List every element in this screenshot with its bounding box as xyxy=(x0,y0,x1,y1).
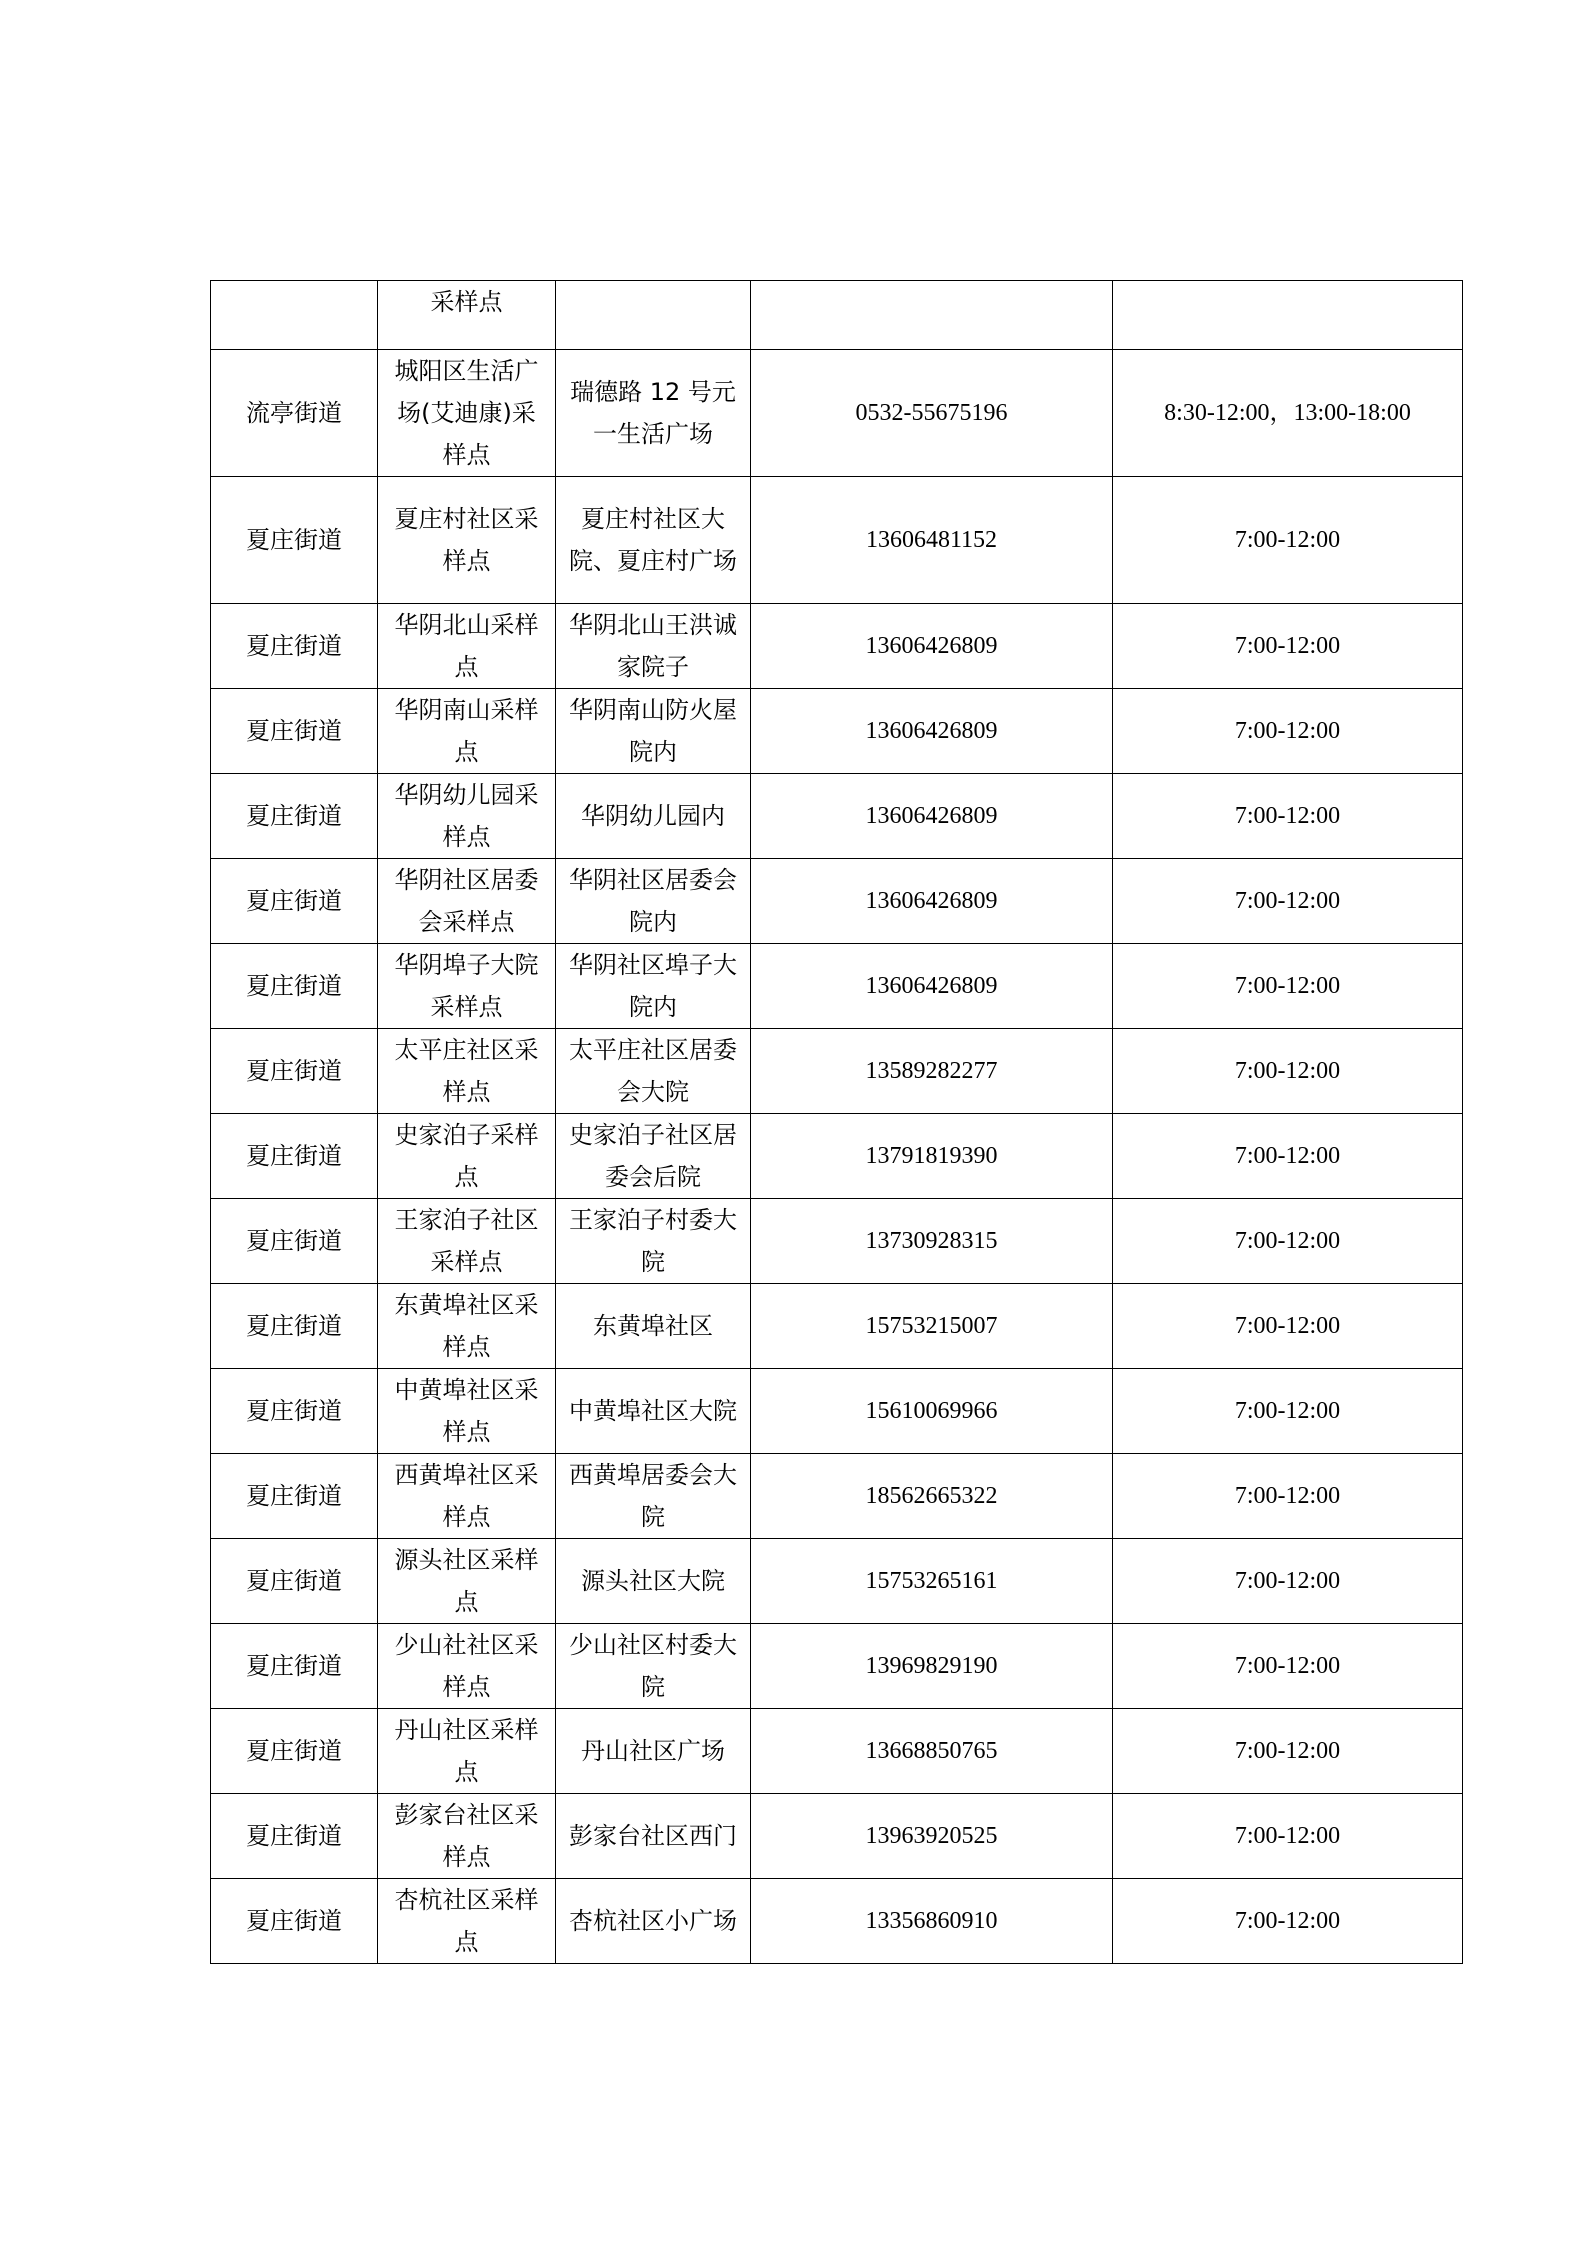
phone-cell: 15753265161 xyxy=(751,1539,1113,1624)
hours-cell: 7:00-12:00 xyxy=(1113,1029,1463,1114)
address-cell: 夏庄村社区大院、夏庄村广场 xyxy=(556,477,751,604)
hours-cell: 7:00-12:00 xyxy=(1113,1709,1463,1794)
table-row xyxy=(211,281,1463,350)
address-cell: 源头社区大院 xyxy=(556,1539,751,1624)
address-cell: 王家泊子村委大院 xyxy=(556,1199,751,1284)
phone-cell: 13606426809 xyxy=(751,689,1113,774)
street-cell: 夏庄街道 xyxy=(211,1114,378,1199)
site-cell: 东黄埠社区采样点 xyxy=(378,1284,556,1369)
address-cell: 华阴社区埠子大院内 xyxy=(556,944,751,1029)
phone-cell: 13969829190 xyxy=(751,1624,1113,1709)
site-cell: 丹山社区采样点 xyxy=(378,1709,556,1794)
phone-cell: 13606426809 xyxy=(751,774,1113,859)
phone-cell: 13606481152 xyxy=(751,477,1113,604)
street-cell: 流亭街道 xyxy=(211,350,378,477)
table-row xyxy=(211,1539,1463,1624)
table-row xyxy=(211,1199,1463,1284)
phone-cell: 13589282277 xyxy=(751,1029,1113,1114)
street-cell: 夏庄街道 xyxy=(211,859,378,944)
site-cell: 华阴幼儿园采样点 xyxy=(378,774,556,859)
address-cell: 中黄埠社区大院 xyxy=(556,1369,751,1454)
table-body xyxy=(211,281,1463,1964)
site-cell: 城阳区生活广场(艾迪康)采样点 xyxy=(378,350,556,477)
site-cell: 中黄埠社区采样点 xyxy=(378,1369,556,1454)
hours-cell: 7:00-12:00 xyxy=(1113,1454,1463,1539)
address-cell: 西黄埠居委会大院 xyxy=(556,1454,751,1539)
table-row xyxy=(211,1624,1463,1709)
hours-cell: 7:00-12:00 xyxy=(1113,944,1463,1029)
site-cell: 华阴埠子大院采样点 xyxy=(378,944,556,1029)
table-row xyxy=(211,1454,1463,1539)
phone-cell: 13791819390 xyxy=(751,1114,1113,1199)
street-cell: 夏庄街道 xyxy=(211,1879,378,1964)
site-cell: 采样点 xyxy=(378,281,556,350)
hours-cell: 7:00-12:00 xyxy=(1113,1114,1463,1199)
phone-cell: 13356860910 xyxy=(751,1879,1113,1964)
site-cell: 华阴南山采样点 xyxy=(378,689,556,774)
address-cell: 史家泊子社区居委会后院 xyxy=(556,1114,751,1199)
street-cell: 夏庄街道 xyxy=(211,1199,378,1284)
table-row xyxy=(211,1114,1463,1199)
hours-cell: 7:00-12:00 xyxy=(1113,774,1463,859)
address-cell: 丹山社区广场 xyxy=(556,1709,751,1794)
site-cell: 少山社社区采样点 xyxy=(378,1624,556,1709)
hours-cell: 7:00-12:00 xyxy=(1113,477,1463,604)
site-cell: 杏杭社区采样点 xyxy=(378,1879,556,1964)
table-row xyxy=(211,350,1463,477)
table-row xyxy=(211,774,1463,859)
address-cell: 华阴社区居委会院内 xyxy=(556,859,751,944)
table-row xyxy=(211,859,1463,944)
phone-cell: 13606426809 xyxy=(751,944,1113,1029)
table-row xyxy=(211,1369,1463,1454)
address-cell: 太平庄社区居委会大院 xyxy=(556,1029,751,1114)
hours-cell: 7:00-12:00 xyxy=(1113,1199,1463,1284)
phone-cell: 13668850765 xyxy=(751,1709,1113,1794)
street-cell: 夏庄街道 xyxy=(211,1369,378,1454)
phone-cell: 13730928315 xyxy=(751,1199,1113,1284)
table-row xyxy=(211,944,1463,1029)
street-cell: 夏庄街道 xyxy=(211,944,378,1029)
site-cell: 华阴北山采样点 xyxy=(378,604,556,689)
hours-cell: 7:00-12:00 xyxy=(1113,1794,1463,1879)
hours-cell: 7:00-12:00 xyxy=(1113,1879,1463,1964)
hours-cell: 7:00-12:00 xyxy=(1113,1369,1463,1454)
street-cell: 夏庄街道 xyxy=(211,774,378,859)
address-cell: 华阴幼儿园内 xyxy=(556,774,751,859)
address-cell: 东黄埠社区 xyxy=(556,1284,751,1369)
table-row xyxy=(211,689,1463,774)
hours-cell: 7:00-12:00 xyxy=(1113,1624,1463,1709)
hours-cell: 7:00-12:00 xyxy=(1113,604,1463,689)
phone-cell xyxy=(751,281,1113,350)
phone-cell: 13963920525 xyxy=(751,1794,1113,1879)
phone-cell: 15753215007 xyxy=(751,1284,1113,1369)
address-cell: 华阴北山王洪诚家院子 xyxy=(556,604,751,689)
hours-cell: 7:00-12:00 xyxy=(1113,859,1463,944)
table-row xyxy=(211,1879,1463,1964)
site-cell: 史家泊子采样点 xyxy=(378,1114,556,1199)
address-cell: 杏杭社区小广场 xyxy=(556,1879,751,1964)
phone-cell: 13606426809 xyxy=(751,604,1113,689)
phone-cell: 18562665322 xyxy=(751,1454,1113,1539)
hours-cell xyxy=(1113,281,1463,350)
street-cell: 夏庄街道 xyxy=(211,689,378,774)
table-row xyxy=(211,604,1463,689)
street-cell: 夏庄街道 xyxy=(211,477,378,604)
table-row xyxy=(211,1029,1463,1114)
table-row xyxy=(211,1709,1463,1794)
hours-cell: 7:00-12:00 xyxy=(1113,1284,1463,1369)
site-cell: 夏庄村社区采样点 xyxy=(378,477,556,604)
hours-cell: 8:30-12:00，13:00-18:00 xyxy=(1113,350,1463,477)
address-cell: 少山社区村委大院 xyxy=(556,1624,751,1709)
street-cell: 夏庄街道 xyxy=(211,1539,378,1624)
site-cell: 源头社区采样点 xyxy=(378,1539,556,1624)
table-row xyxy=(211,1284,1463,1369)
site-cell: 彭家台社区采样点 xyxy=(378,1794,556,1879)
address-cell: 华阴南山防火屋院内 xyxy=(556,689,751,774)
address-cell xyxy=(556,281,751,350)
street-cell: 夏庄街道 xyxy=(211,1624,378,1709)
street-cell: 夏庄街道 xyxy=(211,604,378,689)
street-cell: 夏庄街道 xyxy=(211,1454,378,1539)
street-cell: 夏庄街道 xyxy=(211,1709,378,1794)
street-cell: 夏庄街道 xyxy=(211,1029,378,1114)
table-row xyxy=(211,477,1463,604)
phone-cell: 0532-55675196 xyxy=(751,350,1113,477)
address-cell: 彭家台社区西门 xyxy=(556,1794,751,1879)
sampling-sites-table xyxy=(210,280,1463,1964)
street-cell: 夏庄街道 xyxy=(211,1794,378,1879)
phone-cell: 15610069966 xyxy=(751,1369,1113,1454)
street-cell: 夏庄街道 xyxy=(211,1284,378,1369)
site-cell: 太平庄社区采样点 xyxy=(378,1029,556,1114)
street-cell xyxy=(211,281,378,350)
hours-cell: 7:00-12:00 xyxy=(1113,1539,1463,1624)
phone-cell: 13606426809 xyxy=(751,859,1113,944)
site-cell: 华阴社区居委会采样点 xyxy=(378,859,556,944)
site-cell: 王家泊子社区采样点 xyxy=(378,1199,556,1284)
site-cell: 西黄埠社区采样点 xyxy=(378,1454,556,1539)
hours-cell: 7:00-12:00 xyxy=(1113,689,1463,774)
table-row xyxy=(211,1794,1463,1879)
address-cell: 瑞德路 12 号元一生活广场 xyxy=(556,350,751,477)
